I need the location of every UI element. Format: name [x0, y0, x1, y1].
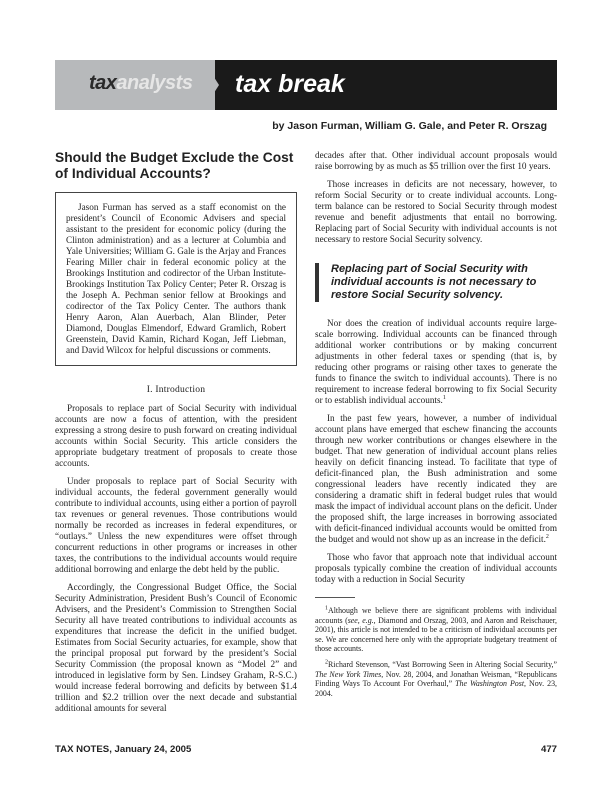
body-paragraph: decades after that. Other individual account proposals would raise borrowing by as much as $5 trillion over the first 10 years. [315, 150, 557, 171]
body-paragraph: Under proposals to replace part of Social Security with individual accounts, the federal government generally would contribute to individual accounts, using either a portion of payroll tax revenues or general revenues. Those contributions would normally be recorded as increases in federal expenditures, or “outlays.” Unless the new expenditures were offset through concurrent reductions in other programs or increases in other taxes, the contributions to the individual accounts would require additional borrowing and enlarge the debt held by the public. [55, 476, 297, 574]
footer-publication: TAX NOTES, January 24, 2005 [55, 744, 192, 755]
footnote-italic: The New York Times [315, 669, 382, 679]
author-bio-box [55, 192, 297, 366]
paragraph-text: In the past few years, however, a number of individual account plans have emerged that eschew financing the accounts through new worker contributions or changes elsewhere in the budget. That new generation of individual account plans relies heavily on deficit financing instead. To facilitate that type of deficit-financed plan, the Bush administration and some congressional leaders have recently indicated they are considering a dramatic shift in federal budget rules that would mask the impact of individual account plans on the deficit. Under the proposed shift, the large increases in borrowing associated with deficit-financed individual accounts would be omitted from the budget and would not show up as an increase in the deficit. [315, 413, 557, 544]
body-paragraph [315, 318, 557, 406]
footnote-italic: The Washington Post [455, 679, 525, 689]
article-title: Should the Budget Exclude the Cost of Individual Accounts? [55, 150, 294, 181]
logo-analysts-text: analysts [116, 72, 193, 94]
footnote-divider [315, 597, 355, 598]
footnote-text: Diamond and Orszag, 2003, and Aaron and Reischauer, 2001), this article is not intended to be a criticism of individual accounts per se. We are concerned here only with the appropriate budgetary treatment of those accounts. [315, 615, 557, 654]
body-paragraph [315, 413, 557, 545]
footnote-1 [315, 606, 557, 654]
logo-tax-text: tax [89, 72, 117, 94]
paragraph-text: Nor does the creation of individual accounts require large-scale borrowing. Individual accounts can be financed through additional worker contributions or by making concurrent adjustments in other federal taxes or spending (that is, by reducing other programs or raising other taxes to generate the funds to finance the switch to individual accounts). There is no requirement to increase federal borrowing to fix Social Security or to establish individual accounts. [315, 318, 557, 405]
body-paragraph: Accordingly, the Congressional Budget Office, the Social Security Administration, President Bush’s Council of Economic Advisers, and the President’s Commission to Strengthen Social Security all have treated contributions to individual accounts as expenditures that increase the deficit in the unified budget. Estimates from Social Security actuaries, for example, show that the principal proposal put forward by the president’s Social Security Commission (the proposal known as “Model 2” and introduced in legislative form by Sen. Lindsey Graham, R-S.C.) would increase federal borrowing and deficits by between $1.4 trillion and $2.2 trillion over the next decade and substantial additional amounts for several [55, 582, 297, 713]
section-heading: I. Introduction [146, 384, 206, 395]
author-bio-text: Jason Furman has served as a staff economist on the president’s Council of Economic Advisers and special assistant to the president for economic policy (during the Clinton administration) and as a lecturer at Columbia and Yale Universities; William G. Gale is the Arjay and Frances Fearing Miller chair in federal economic policy at the Brookings Institution and codirector of the Urban Institute-Brookings Institution Tax Policy Center; Peter R. Orszag is the Joseph A. Pechman senior fellow at Brookings and codirector of the Tax Policy Center. The authors thank Henry Aaron, Alan Auerbach, Alan Blinder, Peter Diamond, Douglas Elmendorf, Edward Gramlich, Robert Greenstein, David Kamin, Richard Kogan, Jeff Liebman, and David Wilcox for helpful discussions or comments. [66, 202, 286, 355]
footnote-text: Richard Stevenson, “Vast Borrowing Seen in Altering Social Security,” [328, 659, 557, 669]
footnote-text: , Nov. 28, 2004, and Jonathan Weisman, “Republicans Finding Ways To Account For Overhaul,” [315, 669, 557, 689]
body-paragraph: Those who favor that approach note that individual account proposals typically combine the creation of individual accounts today with a reduction in Social Security [315, 552, 557, 584]
footnote-text: Although we believe there are significant problems with individual accounts ( [315, 606, 557, 625]
footnote-2 [315, 660, 557, 698]
footnote-italic: see, e.g., [347, 615, 376, 625]
footnote-marker: 2 [325, 659, 328, 666]
section-title: tax break [235, 70, 345, 98]
header-banner [55, 60, 557, 110]
body-paragraph: Proposals to replace part of Social Security with individual accounts are now a focus of attention, with the president expressing a strong desire to push forward on creating individual accounts within Social Security. This article considers the appropriate budgetary treatment of proposals to create those accounts. [55, 403, 297, 468]
footnote-ref[interactable]: 1 [442, 394, 446, 401]
body-paragraph: Those increases in deficits are not necessary, however, to reform Social Security or to create individual accounts. Long-term balance can be restored to Social Security through modest revenue and benefit adjustments that entail no borrowing. Replacing part of Social Security with individual accounts is not necessary to restore Social Security solvency. [315, 179, 557, 244]
pull-quote: Replacing part of Social Security with individual accounts is not necessary to restore Social Security solvency. [315, 263, 557, 302]
page-number: 477 [540, 744, 557, 755]
banner-arrow-shape [203, 60, 219, 110]
left-column [55, 150, 297, 721]
footnote-marker: 1 [325, 605, 328, 612]
footnote-ref[interactable]: 2 [545, 533, 549, 540]
byline: by Jason Furman, William G. Gale, and Peter R. Orszag [272, 120, 547, 132]
tax-analysts-logo [89, 72, 192, 95]
footnote-text: , Nov. 23, 2004. [315, 679, 557, 698]
right-column [315, 150, 557, 704]
